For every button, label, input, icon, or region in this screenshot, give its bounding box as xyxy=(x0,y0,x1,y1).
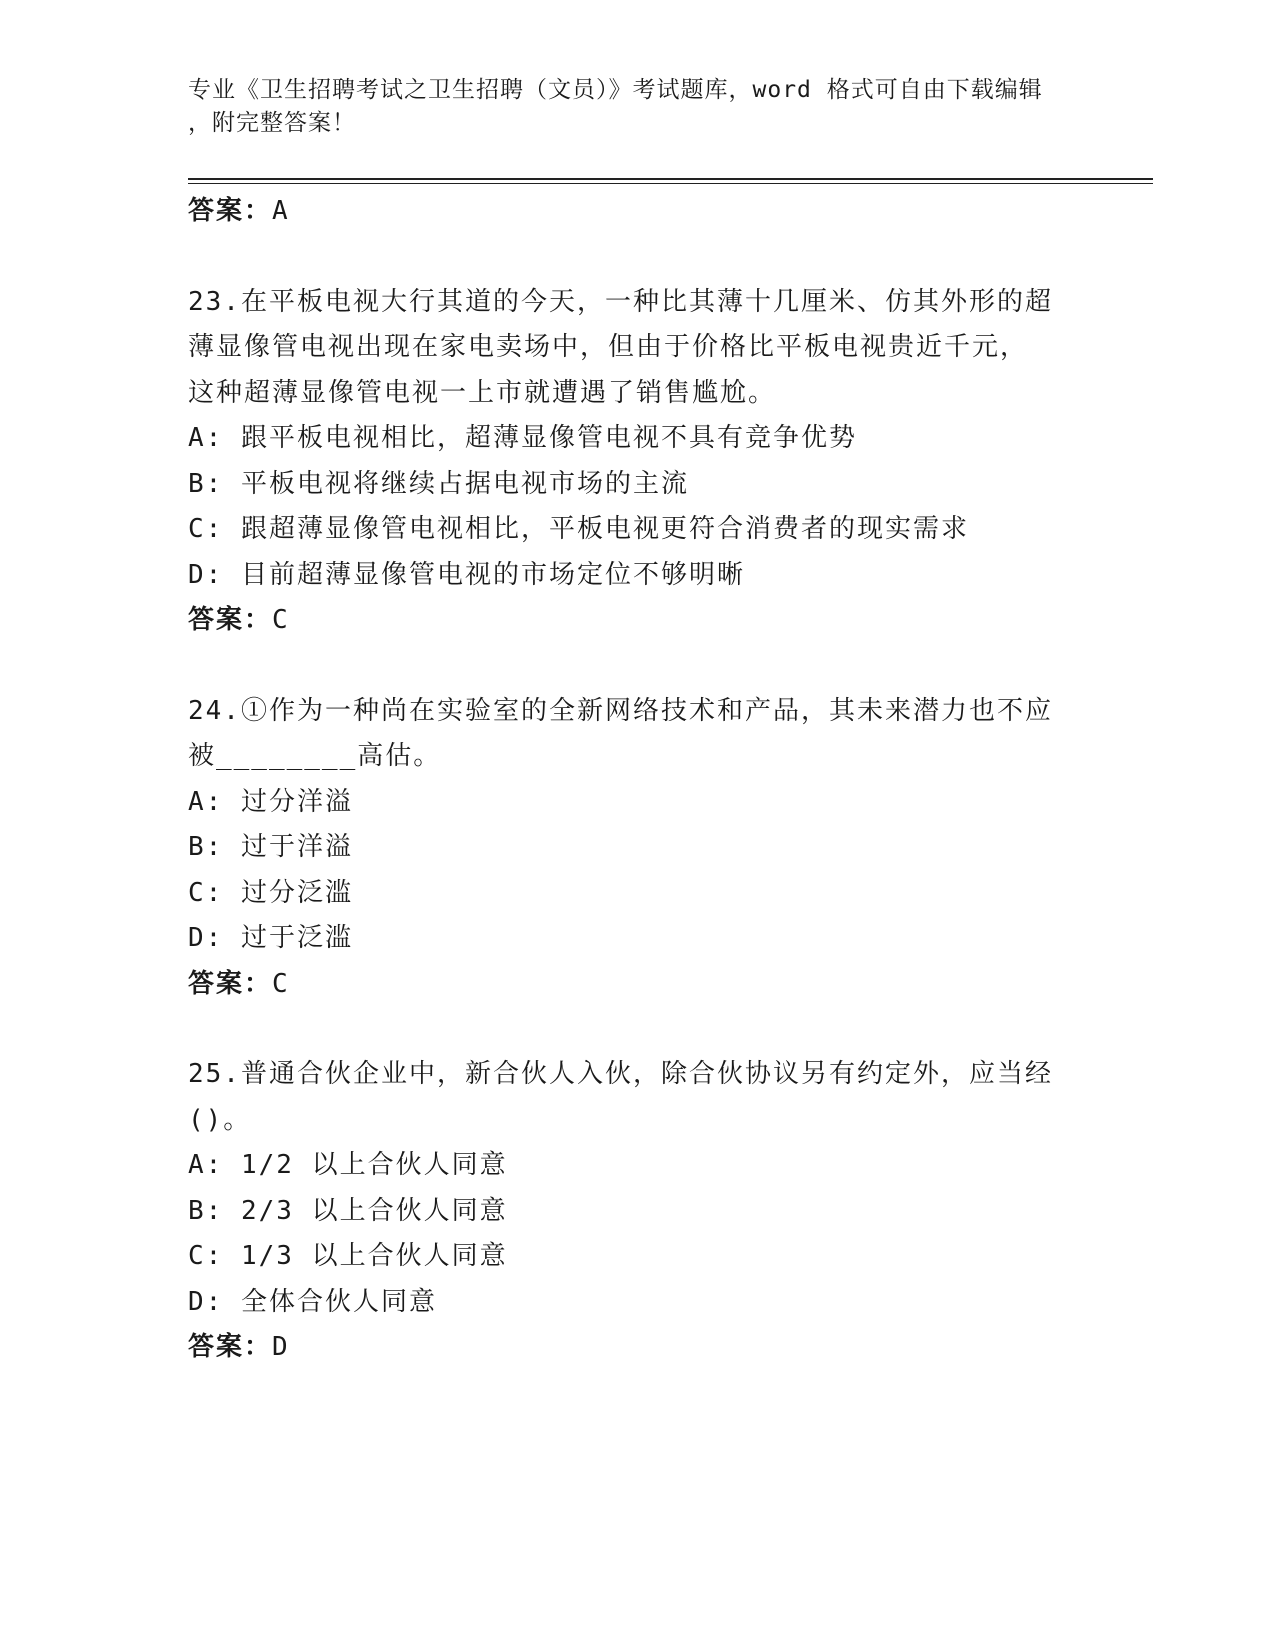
option-d: D: 过于泛滥 xyxy=(188,923,353,953)
spacer xyxy=(188,235,1088,280)
question-stem-line: ()。 xyxy=(188,1104,252,1135)
question-stem-line: 25.普通合伙企业中，新合伙人入伙，除合伙协议另有约定外，应当经 xyxy=(188,1059,1053,1089)
answer-label: 答案： xyxy=(188,605,273,635)
question-stem-line: 23.在平板电视大行其道的今天，一种比其薄十几厘米、仿其外形的超 xyxy=(188,286,1053,317)
question-block xyxy=(188,280,1088,644)
question-answer xyxy=(188,1325,1088,1371)
spacer xyxy=(188,1007,1088,1052)
header-rule-thin xyxy=(188,183,1153,184)
header-line-2: ，附完整答案！ xyxy=(188,110,356,136)
option-d: D: 全体合伙人同意 xyxy=(188,1286,437,1317)
option-c: C: 过分泛滥 xyxy=(188,877,353,908)
option-b: B: 过于洋溢 xyxy=(188,832,353,862)
answer-label: 答案： xyxy=(188,1332,273,1362)
previous-answer xyxy=(188,189,1088,235)
answer-label: 答案： xyxy=(188,968,273,999)
question-block xyxy=(188,1052,1088,1371)
option-c: C: 1/3 以上合伙人同意 xyxy=(188,1241,508,1271)
header-rule-thick xyxy=(188,178,1153,180)
answer-value: A xyxy=(272,196,290,226)
spacer xyxy=(188,644,1088,689)
option-b: B: 2/3 以上合伙人同意 xyxy=(188,1195,508,1226)
header-line-1: 专业《卫生招聘考试之卫生招聘（文员）》考试题库，word 格式可自由下载编辑 xyxy=(188,77,1043,103)
document-header xyxy=(188,74,1068,140)
option-a: A: 跟平板电视相比，超薄显像管电视不具有竞争优势 xyxy=(188,423,857,453)
question-content xyxy=(188,189,1088,1371)
option-c: C: 跟超薄显像管电视相比，平板电视更符合消费者的现实需求 xyxy=(188,514,969,544)
question-stem-line: 24.①作为一种尚在实验室的全新网络技术和产品，其未来潜力也不应 xyxy=(188,695,1053,726)
answer-value: D xyxy=(272,1332,290,1362)
answer-value: C xyxy=(272,605,290,635)
question-stem-line: 薄显像管电视出现在家电卖场中，但由于价格比平板电视贵近千元， xyxy=(188,332,1029,362)
question-stem-line: 被________高估。 xyxy=(188,741,442,771)
question-answer xyxy=(188,598,1088,644)
question-answer xyxy=(188,962,1088,1008)
answer-label: 答案： xyxy=(188,196,273,226)
option-a: A: 1/2 以上合伙人同意 xyxy=(188,1150,508,1180)
option-a: A: 过分洋溢 xyxy=(188,786,353,817)
question-stem-line: 这种超薄显像管电视一上市就遭遇了销售尴尬。 xyxy=(188,377,777,408)
option-b: B: 平板电视将继续占据电视市场的主流 xyxy=(188,468,689,499)
answer-value: C xyxy=(272,968,290,999)
option-d: D: 目前超薄显像管电视的市场定位不够明晰 xyxy=(188,559,745,590)
question-block xyxy=(188,689,1088,1008)
